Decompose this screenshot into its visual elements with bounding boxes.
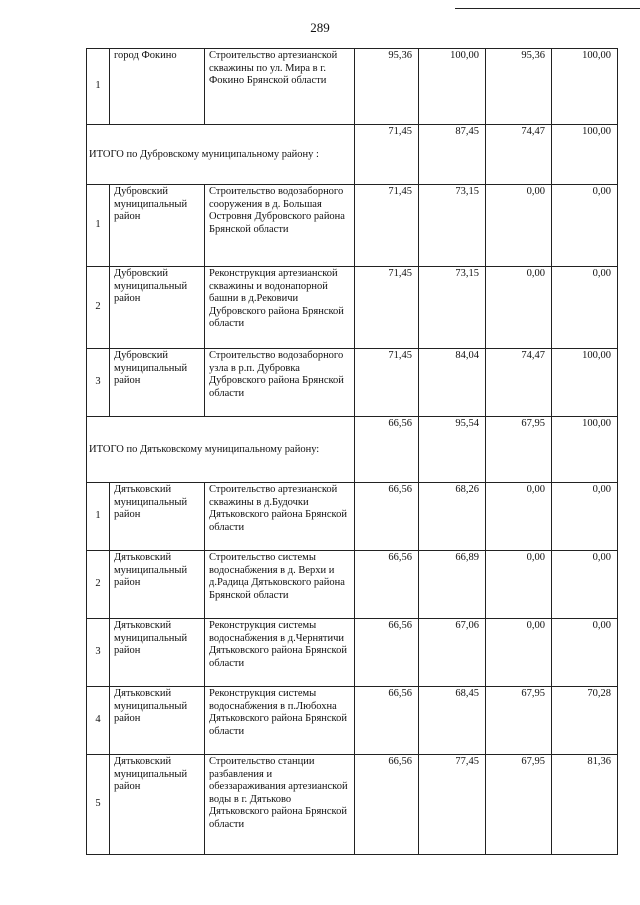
value-cell-3: 0,00 (486, 619, 552, 687)
value-cell-3: 67,95 (486, 417, 552, 483)
value-cell-1: 71,45 (355, 185, 419, 267)
value-cell-1: 71,45 (355, 125, 419, 185)
page-number: 289 (310, 20, 330, 35)
value-cell-1: 66,56 (355, 417, 419, 483)
total-label: ИТОГО по Дятьковскому муниципальному району: (87, 417, 355, 483)
value-cell-4: 0,00 (552, 619, 618, 687)
value-cell-3: 74,47 (486, 349, 552, 417)
funding-table (86, 48, 618, 855)
project-description-cell: Реконструкция системы водоснабжения в п.Любохна Дятьковского района Брянской области (205, 687, 355, 755)
total-label: ИТОГО по Дубровскому муниципальному району : (87, 125, 355, 185)
value-cell-3: 74,47 (486, 125, 552, 185)
value-cell-3: 0,00 (486, 267, 552, 349)
value-cell-2: 68,26 (419, 483, 486, 551)
table-row (87, 755, 618, 855)
value-cell-1: 66,56 (355, 619, 419, 687)
row-number: 5 (87, 755, 110, 855)
value-cell-4: 0,00 (552, 551, 618, 619)
table-row (87, 551, 618, 619)
row-number: 1 (87, 185, 110, 267)
municipality-cell: Дятьковский муниципальный район (110, 687, 205, 755)
total-row (87, 125, 618, 185)
project-description-cell: Строительство системы водоснабжения в д. Верхи и д.Радица Дятьковского района Брянской области (205, 551, 355, 619)
table-row (87, 483, 618, 551)
value-cell-1: 71,45 (355, 349, 419, 417)
table-row (87, 267, 618, 349)
value-cell-3: 0,00 (486, 483, 552, 551)
value-cell-2: 84,04 (419, 349, 486, 417)
project-description-cell: Строительство артезианской скважины в д.Будочки Дятьковского района Брянской области (205, 483, 355, 551)
project-description-cell: Строительство станции разбавления и обеззараживания артезианской воды в г. Дятьково Дятьковского района Брянской области (205, 755, 355, 855)
value-cell-2: 100,00 (419, 49, 486, 125)
value-cell-1: 66,56 (355, 755, 419, 855)
value-cell-2: 73,15 (419, 267, 486, 349)
value-cell-3: 0,00 (486, 185, 552, 267)
value-cell-1: 66,56 (355, 687, 419, 755)
value-cell-2: 73,15 (419, 185, 486, 267)
table-row (87, 49, 618, 125)
value-cell-3: 67,95 (486, 755, 552, 855)
table-row (87, 619, 618, 687)
table-row (87, 349, 618, 417)
row-number: 2 (87, 551, 110, 619)
municipality-cell: Дятьковский муниципальный район (110, 619, 205, 687)
value-cell-4: 0,00 (552, 267, 618, 349)
value-cell-2: 66,89 (419, 551, 486, 619)
table-body (87, 49, 618, 855)
municipality-cell: Дубровский муниципальный район (110, 185, 205, 267)
row-number: 4 (87, 687, 110, 755)
value-cell-2: 68,45 (419, 687, 486, 755)
table-row (87, 185, 618, 267)
value-cell-3: 95,36 (486, 49, 552, 125)
value-cell-1: 66,56 (355, 483, 419, 551)
row-number: 3 (87, 619, 110, 687)
value-cell-4: 70,28 (552, 687, 618, 755)
total-row (87, 417, 618, 483)
value-cell-2: 77,45 (419, 755, 486, 855)
value-cell-1: 66,56 (355, 551, 419, 619)
value-cell-1: 71,45 (355, 267, 419, 349)
value-cell-4: 100,00 (552, 49, 618, 125)
municipality-cell: Дубровский муниципальный район (110, 267, 205, 349)
top-rule (455, 8, 640, 9)
value-cell-4: 0,00 (552, 483, 618, 551)
project-description-cell: Реконструкция артезианской скважины и водонапорной башни в д.Рековичи Дубровского района Брянской области (205, 267, 355, 349)
municipality-cell: город Фокино (110, 49, 205, 125)
row-number: 3 (87, 349, 110, 417)
value-cell-3: 0,00 (486, 551, 552, 619)
municipality-cell: Дятьковский муниципальный район (110, 755, 205, 855)
value-cell-2: 87,45 (419, 125, 486, 185)
table-row (87, 687, 618, 755)
row-number: 2 (87, 267, 110, 349)
value-cell-3: 67,95 (486, 687, 552, 755)
municipality-cell: Дятьковский муниципальный район (110, 551, 205, 619)
project-description-cell: Строительство водозаборного узла в р.п. Дубровка Дубровского района Брянской области (205, 349, 355, 417)
value-cell-4: 100,00 (552, 125, 618, 185)
value-cell-4: 100,00 (552, 349, 618, 417)
value-cell-2: 95,54 (419, 417, 486, 483)
row-number: 1 (87, 49, 110, 125)
value-cell-1: 95,36 (355, 49, 419, 125)
municipality-cell: Дятьковский муниципальный район (110, 483, 205, 551)
value-cell-2: 67,06 (419, 619, 486, 687)
project-description-cell: Строительство артезианской скважины по ул. Мира в г. Фокино Брянской области (205, 49, 355, 125)
row-number: 1 (87, 483, 110, 551)
project-description-cell: Строительство водозаборного сооружения в д. Большая Островня Дубровского района Брянской области (205, 185, 355, 267)
project-description-cell: Реконструкция системы водоснабжения в д.Чернятичи Дятьковского района Брянской области (205, 619, 355, 687)
value-cell-4: 100,00 (552, 417, 618, 483)
value-cell-4: 81,36 (552, 755, 618, 855)
municipality-cell: Дубровский муниципальный район (110, 349, 205, 417)
value-cell-4: 0,00 (552, 185, 618, 267)
